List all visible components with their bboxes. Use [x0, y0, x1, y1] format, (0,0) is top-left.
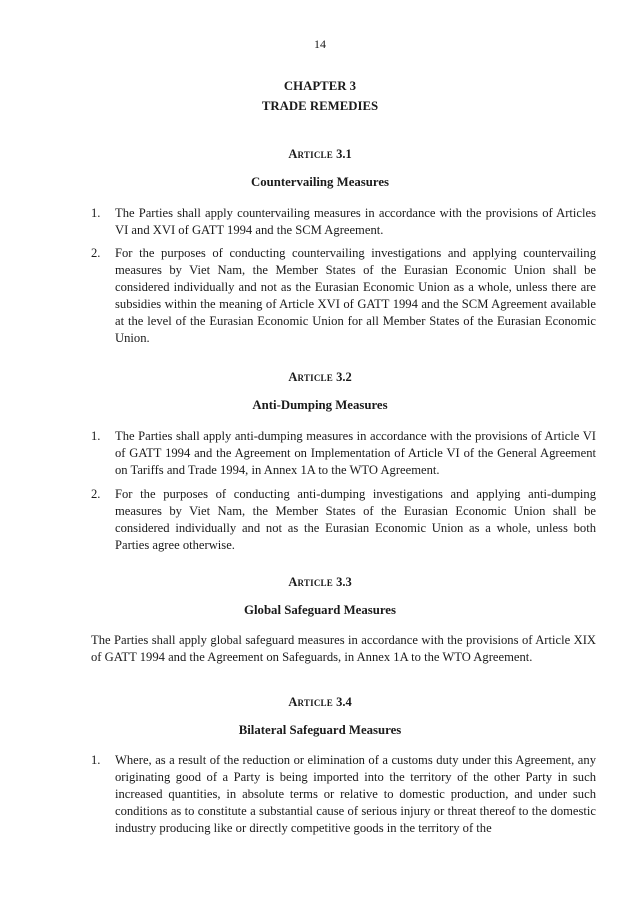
article-3-4-label: Article 3.4 [288, 695, 352, 709]
article-3-1-label: Article 3.1 [288, 147, 352, 161]
article-3-3-title: Global Safeguard Measures [244, 603, 396, 617]
item-text: For the purposes of conducting anti-dumping investigations and applying anti-dumping measures by Viet Nam, the Member States of the Eurasian Economic Union shall be considered individually and not as the Eurasian Economic Union as a whole, unless both Parties agree otherwise. [115, 487, 596, 552]
item-number: 1. [91, 753, 101, 767]
item-number: 1. [91, 429, 101, 443]
chapter-title: TRADE REMEDIES [261, 99, 379, 113]
article-3-3-label: Article 3.3 [288, 575, 352, 589]
article-3-2-item-2 [91, 486, 596, 554]
article-3-2-label: Article 3.2 [288, 370, 352, 384]
item-number: 1. [91, 206, 101, 220]
article-3-4-title: Bilateral Safeguard Measures [238, 723, 402, 737]
page-number: 14 [314, 37, 326, 51]
article-3-2-title: Anti-Dumping Measures [252, 398, 388, 412]
chapter-label: CHAPTER 3 [283, 79, 357, 93]
item-number: 2. [91, 246, 101, 260]
item-text: The Parties shall apply anti-dumping measures in accordance with the provisions of Article VI of GATT 1994 and the Agreement on Implementation of Article VI of the General Agreement on Tariffs and Trade 1994, in Annex 1A to the WTO Agreement. [115, 429, 596, 477]
item-text: The Parties shall apply countervailing measures in accordance with the provisions of Articles VI and XVI of GATT 1994 and the SCM Agreement. [115, 206, 596, 237]
article-3-1-title: Countervailing Measures [250, 175, 390, 189]
article-3-2-item-1 [91, 428, 596, 479]
article-3-1-item-1 [91, 205, 596, 239]
item-text: For the purposes of conducting countervailing investigations and applying countervailing measures by Viet Nam, the Member States of the Eurasian Economic Union shall be considered individually and not as the Eurasian Economic Union as a whole, unless there are subsidies within the meaning of Article XVI of GATT 1994 and the SCM Agreement available at the level of the Eurasian Economic Union for all Member States of the Eurasian Economic Union. [115, 246, 596, 345]
item-number: 2. [91, 487, 101, 501]
article-3-3-paragraph: The Parties shall apply global safeguard measures in accordance with the provisions of Article XIX of GATT 1994 and the Agreement on Safeguards, in Annex 1A to the WTO Agreement. [91, 633, 596, 664]
article-3-4-item-1 [91, 752, 596, 837]
item-text: Where, as a result of the reduction or elimination of a customs duty under this Agreement, any originating good of a Party is being imported into the territory of the other Party in such increased quantities, in absolute terms or relative to domestic production, and under such conditions as to constitute a substantial cause of serious injury or threat thereof to the domestic industry producing like or directly competitive goods in the territory of the [115, 753, 596, 835]
article-3-1-item-2 [91, 245, 596, 347]
